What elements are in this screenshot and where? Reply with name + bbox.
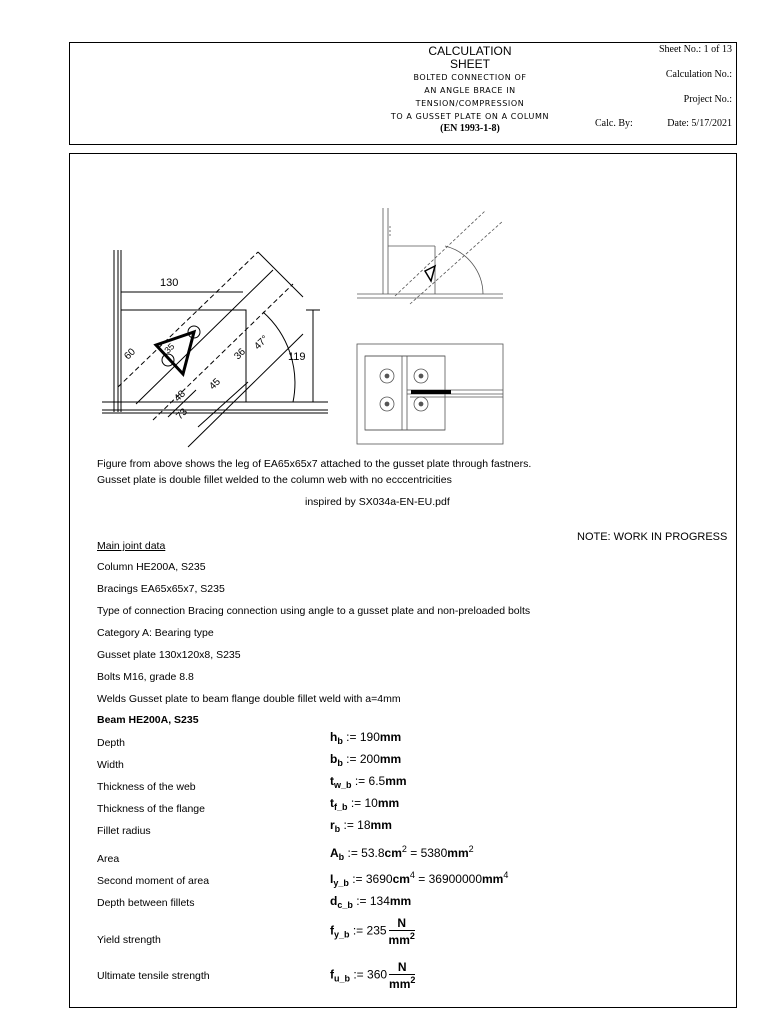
figure-caption-line2: Gusset plate is double fillet welded to the column web with no ecccentricities bbox=[97, 474, 452, 486]
joint-column: Column HE200A, S235 bbox=[97, 561, 206, 573]
figure-source: inspired by SX034a-EN-EU.pdf bbox=[305, 496, 450, 508]
eq-fillet-radius: $r_b$ := 18mm bbox=[330, 818, 392, 834]
dim-47: 47° bbox=[252, 333, 271, 353]
project-no: Project No.: bbox=[683, 94, 732, 105]
subtitle-line: TENSION/COMPRESSION bbox=[415, 99, 525, 108]
beam-label: Fillet radius bbox=[97, 825, 151, 837]
title-line2: SHEET bbox=[449, 57, 490, 71]
eq-flange-thickness: $t_{f\_b}$ := 10mm bbox=[330, 796, 400, 812]
dim-130: 130 bbox=[160, 277, 179, 289]
joint-connection-type: Type of connection Bracing connection using angle to a gusset plate and non-preloaded bolts bbox=[97, 605, 531, 617]
joint-welds: Welds Gusset plate to beam flange double fillet weld with a=4mm bbox=[97, 693, 401, 705]
beam-label: Depth between fillets bbox=[97, 897, 195, 909]
date: Date: 5/17/2021 bbox=[667, 118, 732, 129]
beam-heading: Beam HE200A, S235 bbox=[97, 714, 199, 726]
beam-label: Area bbox=[97, 853, 120, 865]
dim-60: 60 bbox=[122, 346, 138, 363]
joint-heading: Main joint data bbox=[97, 540, 166, 552]
eq-yield-strength: $f_{y\_b}$ := 235 $\frac{N}{mm^2}$ bbox=[330, 916, 415, 947]
joint-bolts: Bolts M16, grade 8.8 bbox=[97, 671, 194, 683]
dim-45: 45 bbox=[207, 376, 223, 393]
eq-depth-between-fillets: $d_{c\_b}$ := 134mm bbox=[330, 894, 412, 910]
joint-bracings: Bracings EA65x65x7, S235 bbox=[97, 583, 225, 595]
joint-gusset: Gusset plate 130x120x8, S235 bbox=[97, 649, 241, 661]
beam-label: Second moment of area bbox=[97, 875, 210, 887]
side-view-drawing bbox=[355, 206, 505, 306]
sheet-no: Sheet No.: 1 of 13 bbox=[658, 44, 732, 55]
title-line1: CALCULATION bbox=[428, 44, 512, 58]
bolt-layout-drawing bbox=[355, 342, 505, 447]
joint-category: Category A: Bearing type bbox=[97, 627, 214, 639]
eq-web-thickness: $t_{w\_b}$ := 6.5mm bbox=[330, 774, 407, 790]
dim-73: 73 bbox=[174, 406, 190, 423]
dim-36: 36 bbox=[232, 346, 248, 363]
note-wip: NOTE: WORK IN PROGRESS bbox=[577, 531, 728, 543]
eq-depth: $h_b$ := 190mm bbox=[330, 730, 402, 746]
standard-label: (EN 1993-1-8) bbox=[440, 123, 500, 134]
connection-drawing bbox=[98, 242, 328, 452]
eq-width: $b_b$ := 200mm bbox=[330, 752, 402, 768]
eq-area: $A_b$ := $53.8cm^2 = 5380mm^2$ bbox=[330, 844, 474, 862]
beam-label: Thickness of the web bbox=[97, 781, 196, 793]
beam-label: Thickness of the flange bbox=[97, 803, 205, 815]
beam-label: Yield strength bbox=[97, 934, 161, 946]
beam-label: Depth bbox=[97, 737, 126, 749]
eq-ultimate-strength: $f_{u\_b}$ := 360 $\frac{N}{mm^2}$ bbox=[330, 960, 416, 991]
header-box bbox=[69, 42, 737, 145]
calculation-no: Calculation No.: bbox=[665, 69, 732, 80]
calc-by: Calc. By: bbox=[595, 118, 633, 129]
dim-48: 48 bbox=[172, 388, 188, 405]
subtitle-line: TO A GUSSET PLATE ON A COLUMN bbox=[390, 112, 550, 121]
dim-35: 35 bbox=[162, 341, 177, 356]
beam-label: Ultimate tensile strength bbox=[97, 970, 210, 982]
beam-label: Width bbox=[97, 759, 124, 771]
eq-second-moment: $I_{y\_b}$ := $3690cm^4 = 36900000mm^4$ bbox=[330, 870, 509, 888]
subtitle-line: BOLTED CONNECTION OF bbox=[413, 73, 527, 82]
content-box bbox=[69, 153, 737, 1008]
figure-caption-line1: Figure from above shows the leg of EA65x65x7 attached to the gusset plate through fastners. bbox=[97, 458, 532, 470]
subtitle-line: AN ANGLE BRACE IN bbox=[424, 86, 516, 95]
dim-119: 119 bbox=[288, 351, 306, 363]
